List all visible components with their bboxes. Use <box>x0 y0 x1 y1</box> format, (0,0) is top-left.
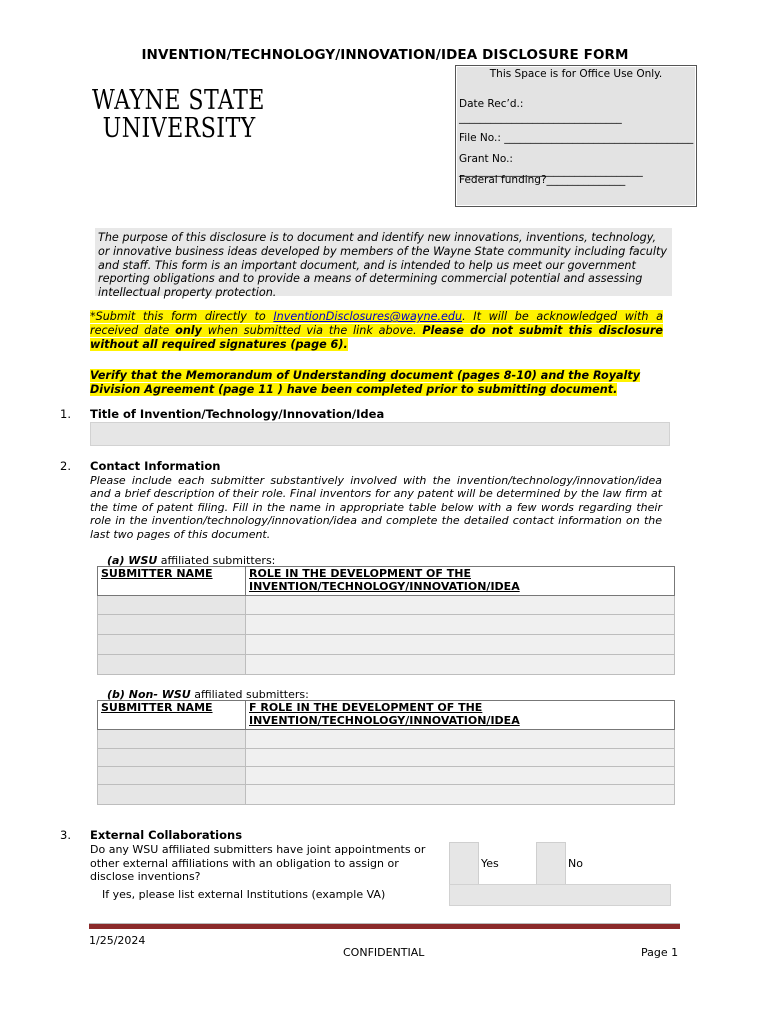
wsu-label-prefix: (a) WSU <box>107 554 158 567</box>
submitter-name-cell[interactable] <box>98 749 246 767</box>
non-wsu-label-prefix: (b) Non- WSU <box>107 688 191 701</box>
external-institutions-prompt: If yes, please list external Institutions (example VA) <box>102 888 386 901</box>
footer-page-number: Page 1 <box>641 946 679 959</box>
table-row <box>98 767 675 785</box>
purpose-statement <box>95 228 672 300</box>
submitter-role-cell[interactable] <box>246 615 675 635</box>
submit-prefix: *Submit this form directly to <box>90 310 274 323</box>
purpose-text: The purpose of this disclosure is to document and identify new innovations, inventions, technology, or innovative business ideas developed by members of the Wayne State community including faculty and staff. This form is an important document, and is intended to help us meet our government reporting obligations and to provide a means of determining commercial potential and assessing intellectual property protection. <box>98 231 668 300</box>
submit-suffix: when submitted via the link above. <box>201 323 423 337</box>
date-received-label: Date Rec’d.: <box>459 98 524 110</box>
yes-checkbox[interactable] <box>449 842 479 886</box>
external-institutions-input[interactable] <box>449 884 671 906</box>
section-2-number: 2. <box>60 459 71 473</box>
table-row <box>98 730 675 749</box>
no-label: No <box>568 857 583 870</box>
verify-text: Verify that the Memorandum of Understanding document (pages 8-10) and the Royalty Division Agreement (page 11 ) have been completed prior to submitting document. <box>90 369 641 396</box>
office-use-box <box>455 65 697 207</box>
section-3-title: External Collaborations <box>90 828 243 842</box>
verify-notice <box>90 369 663 397</box>
no-checkbox[interactable] <box>536 842 566 886</box>
column-header-submitter-name: SUBMITTER NAME <box>98 567 246 596</box>
role-header-line-1: ROLE IN THE DEVELOPMENT OF THE <box>249 567 471 580</box>
submitter-role-cell[interactable] <box>246 596 675 615</box>
submission-notice <box>90 310 663 351</box>
submit-mid: . It will be acknowledged with a received date <box>90 310 663 337</box>
federal-funding-field: Federal funding?_______________ <box>459 174 626 186</box>
non-wsu-label-suffix: affiliated submitters: <box>190 688 309 701</box>
submitter-role-cell[interactable] <box>246 767 675 785</box>
section-1-title: Title of Invention/Technology/Innovation/Idea <box>90 407 385 421</box>
table-header-row <box>98 567 675 596</box>
submitter-role-cell[interactable] <box>246 655 675 675</box>
wsu-submitters-table <box>97 566 675 675</box>
form-title: INVENTION/TECHNOLOGY/INNOVATION/IDEA DISCLOSURE FORM <box>141 47 629 63</box>
column-header-role <box>246 701 675 730</box>
wsu-label-suffix: affiliated submitters: <box>157 554 276 567</box>
submitter-name-cell[interactable] <box>98 655 246 675</box>
table-row <box>98 749 675 767</box>
grant-number-field: Grant No.: ___________________________________ <box>459 153 643 177</box>
submitter-name-cell[interactable] <box>98 785 246 805</box>
contact-information-instructions: Please include each submitter substantively involved with the invention/technology/innovation/idea and a brief description of their role. Final inventors for any patent will be determined by the law firm at the time of patent filing. Fill in the name in appropriate table below with a few words regarding their role in the invention/technology/innovation/idea and complete the detailed contact information on the last two pages of this document. <box>90 474 662 541</box>
disclosure-email-link[interactable]: InventionDisclosures@wayne.edu <box>273 310 463 323</box>
column-header-role <box>246 567 675 596</box>
section-2-title: Contact Information <box>90 459 221 473</box>
section-1-number: 1. <box>60 407 71 421</box>
logo-line-2: UNIVERSITY <box>102 113 256 144</box>
non-wsu-submitters-table <box>97 700 675 805</box>
table-row <box>98 635 675 655</box>
role-header-line-2: INVENTION/TECHNOLOGY/INNOVATION/IDEA <box>249 714 520 727</box>
date-received-line: _______________________________ <box>459 112 622 124</box>
table-row <box>98 785 675 805</box>
signature-warning: Please do not submit this disclosure without all required signatures (page 6). <box>90 323 663 351</box>
submitter-role-cell[interactable] <box>246 730 675 749</box>
submitter-name-cell[interactable] <box>98 635 246 655</box>
submit-only: only <box>175 323 202 337</box>
column-header-submitter-name: SUBMITTER NAME <box>98 701 246 730</box>
role-header-line-1: F ROLE IN THE DEVELOPMENT OF THE <box>249 701 483 714</box>
table-row <box>98 615 675 635</box>
external-affiliation-question: Do any WSU affiliated submitters have joint appointments or other external affiliations with an obligation to assign or disclose inventions? <box>90 843 426 883</box>
invention-title-input[interactable] <box>90 422 670 446</box>
yes-label: Yes <box>481 857 499 870</box>
logo-line-1: WAYNE STATE <box>92 85 265 116</box>
submitter-role-cell[interactable] <box>246 785 675 805</box>
footer-divider <box>89 923 680 929</box>
table-row <box>98 596 675 615</box>
footer-date: 1/25/2024 <box>89 934 146 947</box>
submitter-name-cell[interactable] <box>98 596 246 615</box>
role-header-line-2: INVENTION/TECHNOLOGY/INNOVATION/IDEA <box>249 580 520 593</box>
wayne-state-logo <box>92 87 303 143</box>
file-number-field: File No.: ____________________________________ <box>459 132 694 144</box>
submitter-name-cell[interactable] <box>98 730 246 749</box>
table-header-row <box>98 701 675 730</box>
office-use-heading: This Space is for Office Use Only. <box>489 68 663 80</box>
submitter-name-cell[interactable] <box>98 615 246 635</box>
submitter-role-cell[interactable] <box>246 635 675 655</box>
section-3-number: 3. <box>60 828 71 842</box>
table-row <box>98 655 675 675</box>
submitter-role-cell[interactable] <box>246 749 675 767</box>
footer-confidential: CONFIDENTIAL <box>343 946 425 959</box>
submitter-name-cell[interactable] <box>98 767 246 785</box>
